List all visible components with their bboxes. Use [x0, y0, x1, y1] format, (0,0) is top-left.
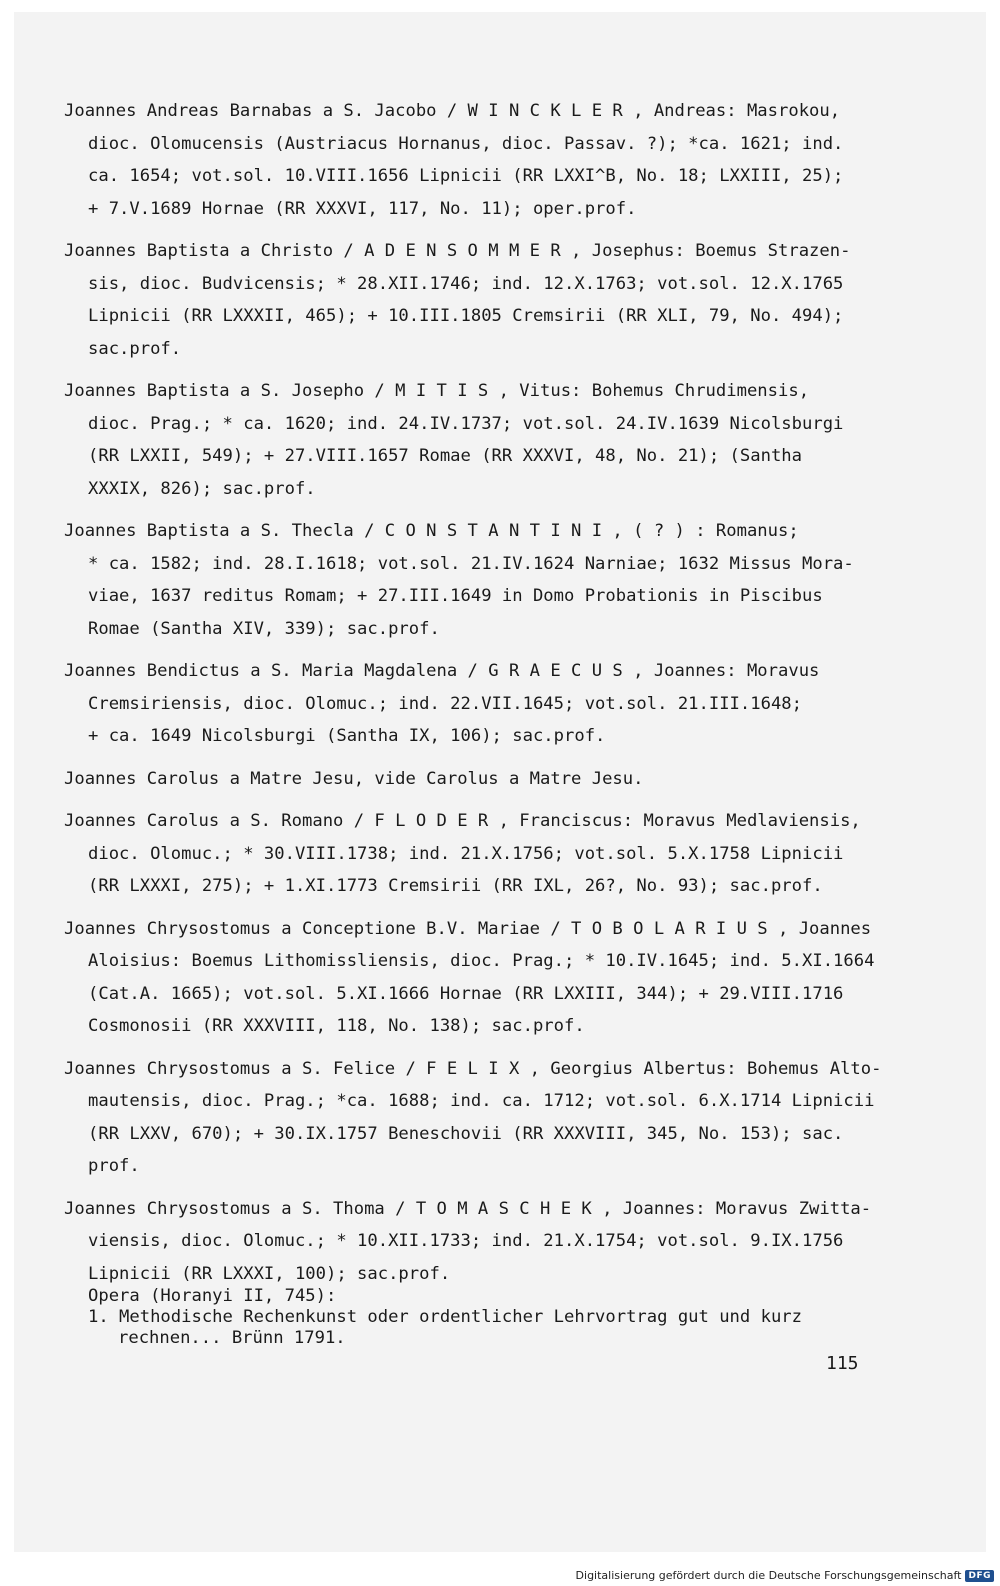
entry-line: dioc. Prag.; * ca. 1620; ind. 24.IV.1737; vot.sol. 24.IV.1639 Nicolsburgi: [88, 413, 844, 434]
entry-line: Lipnicii (RR LXXXII, 465); + 10.III.1805 Cremsirii (RR XLI, 79, No. 494);: [88, 306, 844, 326]
entry-line: Aloisius: Boemus Lithomissliensis, dioc. Prag.; * 10.IV.1645; ind. 5.XI.1664: [88, 951, 875, 971]
entry-line: Joannes Carolus a Matre Jesu, vide Carolus a Matre Jesu.: [64, 768, 644, 789]
opera-block: [64, 1286, 864, 1349]
entry-line: Lipnicii (RR LXXXI, 100); sac.prof.: [88, 1263, 451, 1284]
entry-line: Joannes Baptista a S. Josepho / M I T I S , Vitus: Bohemus Chrudimensis,: [64, 381, 810, 401]
entry-adensommer: [64, 235, 864, 365]
entry-line: sac.prof.: [88, 338, 182, 359]
entry-line: sis, dioc. Budvicensis; * 28.XII.1746; ind. 12.X.1763; vot.sol. 12.X.1765: [88, 273, 844, 294]
entry-line: ca. 1654; vot.sol. 10.VIII.1656 Lipnicii (RR LXXI^B, No. 18; LXXIII, 25);: [88, 166, 844, 186]
entry-carolus-matre-jesu: [64, 763, 864, 796]
entry-line: XXXIX, 826); sac.prof.: [88, 478, 316, 499]
entry-felix: [64, 1053, 882, 1183]
entry-line: (RR LXXV, 670); + 30.IX.1757 Beneschovii (RR XXXVIII, 345, No. 153); sac.: [88, 1123, 844, 1144]
entry-floder: [64, 805, 864, 903]
entry-line: prof.: [88, 1156, 140, 1176]
entry-line: dioc. Olomuc.; * 30.VIII.1738; ind. 21.X.1756; vot.sol. 5.X.1758 Lipnicii: [88, 843, 844, 864]
entry-line: Joannes Baptista a Christo / A D E N S O M M E R , Josephus: Boemus Strazen-: [64, 241, 851, 261]
entry-mitis: [64, 375, 864, 505]
entry-line: dioc. Olomucensis (Austriacus Hornanus, dioc. Passav. ?); *ca. 1621; ind.: [88, 133, 844, 154]
entry-line: Romae (Santha XIV, 339); sac.prof.: [88, 618, 440, 639]
entry-list: [64, 95, 882, 1359]
opera-heading: Opera (Horanyi II, 745):: [88, 1286, 337, 1306]
entry-line: Joannes Chrysostomus a S. Thoma / T O M A S C H E K , Joannes: Moravus Zwitta-: [64, 1198, 872, 1219]
entry-winckler: [64, 95, 864, 225]
digitization-footer: [576, 1569, 994, 1582]
entry-line: Joannes Andreas Barnabas a S. Jacobo / W I N C K L E R , Andreas: Masrokou,: [64, 101, 841, 121]
entry-line: Cremsiriensis, dioc. Olomuc.; ind. 22.VII.1645; vot.sol. 21.III.1648;: [88, 693, 802, 714]
entry-graecus: [64, 655, 864, 753]
entry-line: + 7.V.1689 Hornae (RR XXXVI, 117, No. 11); oper.prof.: [88, 198, 637, 219]
entry-line: (RR LXXII, 549); + 27.VIII.1657 Romae (RR XXXVI, 48, No. 21); (Santha: [88, 446, 802, 466]
entry-line: viensis, dioc. Olomuc.; * 10.XII.1733; ind. 21.X.1754; vot.sol. 9.IX.1756: [88, 1231, 844, 1251]
entry-line: + ca. 1649 Nicolsburgi (Santha IX, 106); sac.prof.: [88, 726, 606, 746]
entry-line: * ca. 1582; ind. 28.I.1618; vot.sol. 21.IV.1624 Narniae; 1632 Missus Mora-: [88, 553, 854, 574]
entry-tobolarius: [64, 913, 875, 1043]
entry-line: mautensis, dioc. Prag.; *ca. 1688; ind. ca. 1712; vot.sol. 6.X.1714 Lipnicii: [88, 1091, 875, 1111]
entry-line: Joannes Chrysostomus a Conceptione B.V. Mariae / T O B O L A R I U S , Joannes: [64, 918, 872, 939]
opera-item-continued: rechnen... Brünn 1791.: [118, 1328, 346, 1348]
entry-line: Joannes Chrysostomus a S. Felice / F E L I X , Georgius Albertus: Bohemus Alto-: [64, 1058, 882, 1079]
entry-line: (Cat.A. 1665); vot.sol. 5.XI.1666 Hornae (RR LXXIII, 344); + 29.VIII.1716: [88, 983, 844, 1004]
entry-tomaschek: [64, 1193, 872, 1350]
dfg-logo: DFG: [965, 1570, 994, 1582]
entry-line: Joannes Bendictus a S. Maria Magdalena / G R A E C U S , Joannes: Moravus: [64, 661, 820, 681]
entry-line: Joannes Carolus a S. Romano / F L O D E R , Franciscus: Moravus Medlaviensis,: [64, 811, 861, 831]
entry-line: viae, 1637 reditus Romam; + 27.III.1649 in Domo Probationis in Piscibus: [88, 586, 823, 606]
footer-text: Digitalisierung gefördert durch die Deutsche Forschungsgemeinschaft: [575, 1569, 962, 1582]
entry-constantini: [64, 515, 864, 645]
page-number: 115: [826, 1353, 859, 1374]
opera-item: 1. Methodische Rechenkunst oder ordentlicher Lehrvortrag gut und kurz: [88, 1307, 802, 1327]
entry-line: Cosmonosii (RR XXXVIII, 118, No. 138); sac.prof.: [88, 1016, 585, 1036]
entry-line: (RR LXXXI, 275); + 1.XI.1773 Cremsirii (RR IXL, 26?, No. 93); sac.prof.: [88, 876, 823, 896]
entry-line: Joannes Baptista a S. Thecla / C O N S T A N T I N I , ( ? ) : Romanus;: [64, 521, 799, 541]
